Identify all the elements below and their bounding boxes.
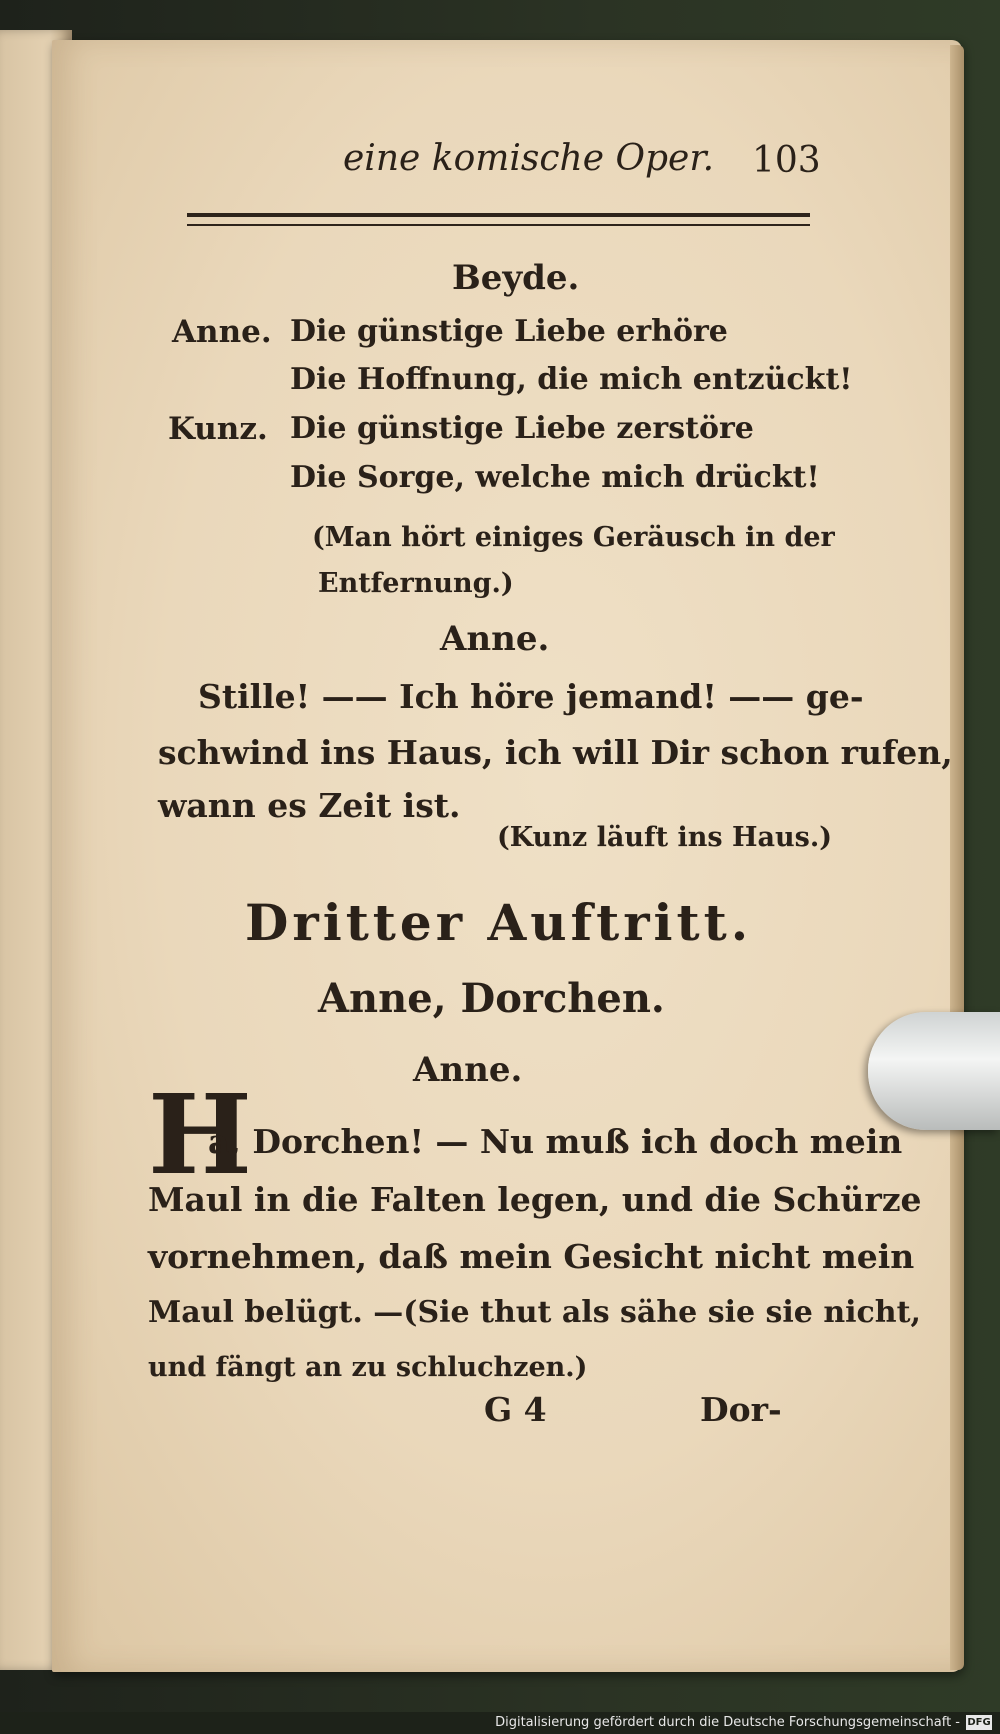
prose-line: Maul in die Falten legen, und die Schürze (148, 1180, 922, 1219)
duet-line: Die Hoffnung, die mich entzückt! (290, 362, 853, 397)
speaker-heading-anne: Anne. (440, 619, 550, 659)
funding-credit: Digitalisierung gefördert durch die Deutsche Forschungsgemeinschaft - (495, 1715, 960, 1730)
header-rule (187, 213, 810, 217)
stage-direction: Entfernung.) (318, 568, 514, 599)
dfg-logo: DFG (967, 1717, 991, 1728)
page-block-edge (950, 45, 964, 1670)
speaker-heading-anne: Anne. (413, 1050, 523, 1090)
page-number: 103 (752, 140, 821, 181)
prose-line: Maul belügt. —(Sie thut als sähe sie sie nicht, (148, 1295, 921, 1330)
prose-line: vornehmen, daß mein Gesicht nicht mein (148, 1237, 915, 1276)
prose-line: a, Dorchen! — Nu muß ich doch mein (208, 1122, 903, 1161)
duet-line: Die günstige Liebe zerstöre (290, 411, 754, 446)
prose-line: wann es Zeit ist. (158, 786, 461, 825)
prose-line: schwind ins Haus, ich will Dir schon rufen, (158, 733, 953, 772)
page-clip (868, 1012, 1000, 1130)
duet-line: Die Sorge, welche mich drückt! (290, 460, 820, 495)
decorated-initial: H (148, 1070, 252, 1199)
signature-mark: G 4 (484, 1390, 547, 1429)
running-head: eine komische Oper. (343, 138, 715, 179)
speaker-heading-beyde: Beyde. (452, 258, 580, 298)
prose-line: und fängt an zu schluchzen.) (148, 1352, 588, 1383)
scene-title: Dritter Auftritt. (245, 893, 753, 952)
duet-line: Die günstige Liebe erhöre (290, 314, 728, 349)
prose-line: Stille! —— Ich höre jemand! —— ge- (198, 677, 864, 716)
duet-speaker: Kunz. (168, 411, 268, 447)
duet-speaker: Anne. (172, 314, 272, 350)
stage-direction: (Kunz läuft ins Haus.) (497, 822, 833, 853)
scene-characters: Anne, Dorchen. (318, 975, 665, 1022)
stage-direction: (Man hört einiges Geräusch in der (312, 522, 835, 553)
header-rule-thin (187, 224, 810, 226)
catchword: Dor- (700, 1390, 782, 1429)
